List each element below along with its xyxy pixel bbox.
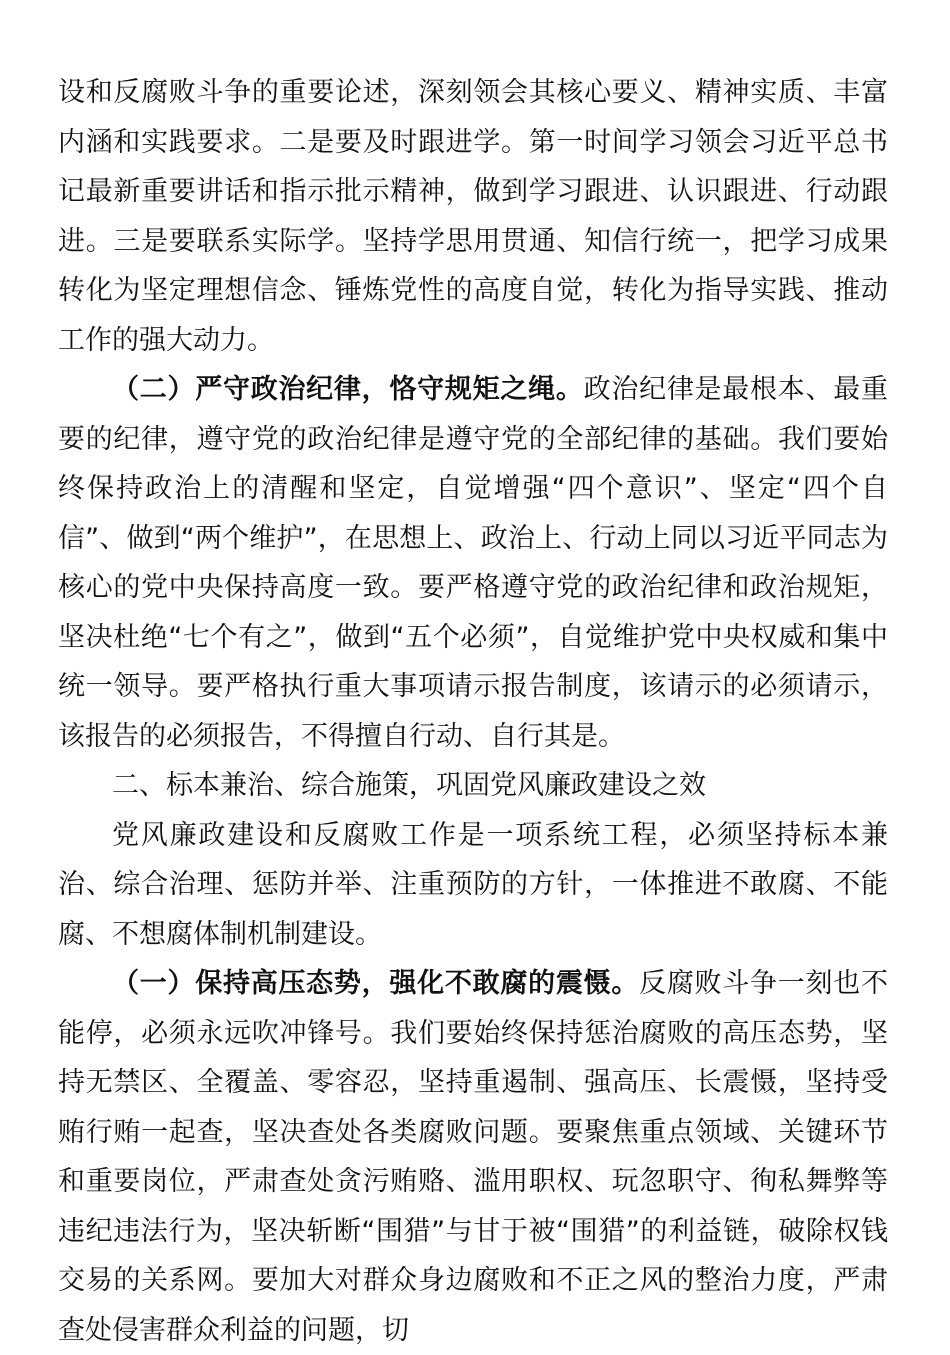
paragraph-high-pressure-body: 反腐败斗争一刻也不能停，必须永远吹冲锋号。我们要始终保持惩治腐败的高压态势，坚持无禁区、全覆盖、零容忍，坚持重遏制、强高压、长震慑，坚持受贿行贿一起查，坚决查处各类腐败问题。要聚焦重点领域、关键环节和重要岗位，严肃查处贪污贿赂、滥用职权、玩忽职守、徇私舞弊等违纪违法行为，坚决斩断“围猎”与甘于被“围猎”的利益链，破除权钱交易的关系网。要加大对群众身边腐败和不正之风的整治力度，严肃查处侵害群众利益的问题，切 [58, 968, 889, 1346]
paragraph-continuation: 设和反腐败斗争的重要论述，深刻领会其核心要义、精神实质、丰富内涵和实践要求。二是要及时跟进学。第一时间学习领会习近平总书记最新重要讲话和指示批示精神，做到学习跟进、认识跟进、行动跟进。三是要联系实际学。坚持学思用贯通、知信行统一，把学习成果转化为坚定理想信念、锤炼党性的高度自觉，转化为指导实践、推动工作的强大动力。 [58, 77, 888, 356]
subheading-high-pressure: （一）保持高压态势，强化不敢腐的震慑。 [112, 968, 640, 999]
document-page [58, 68, 888, 1355]
paragraph-political-discipline [58, 365, 888, 761]
section-title-2: 二、标本兼治、综合施策，巩固党风廉政建设之效 [112, 770, 706, 801]
paragraph-systematic-project: 党风廉政建设和反腐败工作是一项系统工程，必须坚持标本兼治、综合治理、惩防并举、注重预防的方针，一体推进不敢腐、不能腐、不想腐体制机制建设。 [58, 819, 888, 950]
paragraph-political-discipline-body: 政治纪律是最根本、最重要的纪律，遵守党的政治纪律是遵守党的全部纪律的基础。我们要始终保持政治上的清醒和坚定，自觉增强“四个意识”、坚定“四个自信”、做到“两个维护”，在思想上、政治上、行动上同以习近平同志为核心的党中央保持高度一致。要严格遵守党的政治纪律和政治规矩，坚决杜绝“七个有之”，做到“五个必须”，自觉维护党中央权威和集中统一领导。要严格执行重大事项请示报告制度，该请示的必须请示，该报告的必须报告，不得擅自行动、自行其是。 [58, 374, 889, 752]
paragraph-high-pressure [58, 959, 888, 1355]
subheading-political-discipline: （二）严守政治纪律，恪守规矩之绳。 [112, 374, 584, 405]
